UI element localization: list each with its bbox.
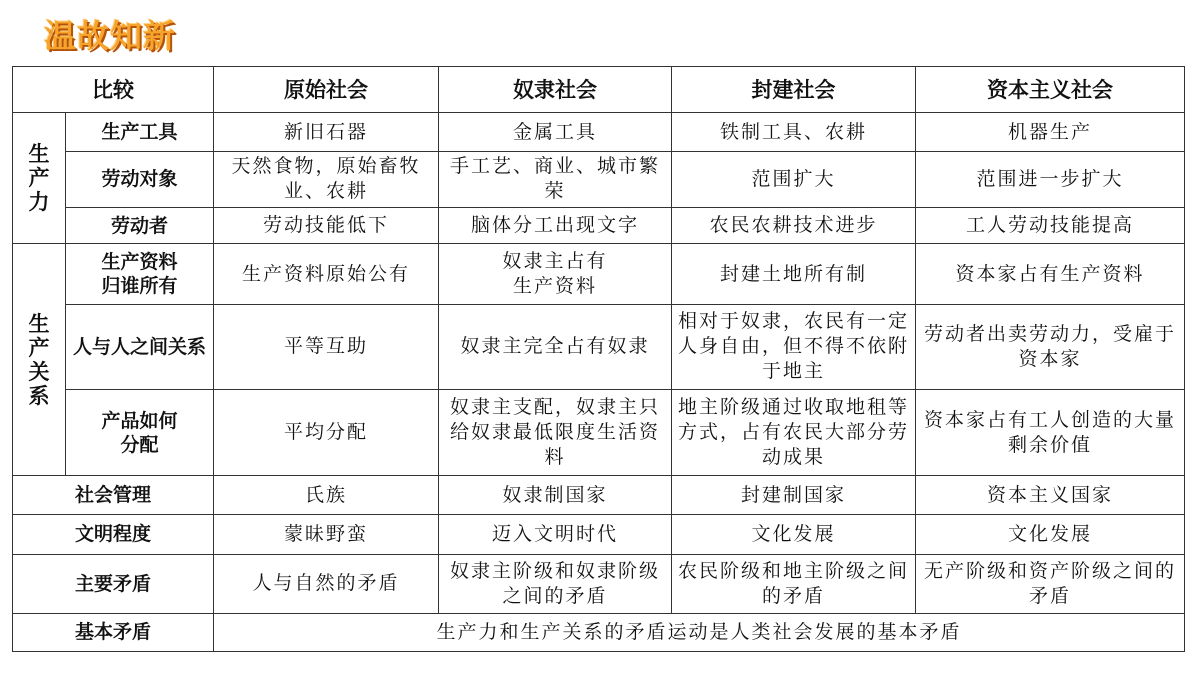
table-row — [13, 613, 1185, 651]
row-label-tools: 生产工具 — [66, 113, 214, 151]
cell-distribution-primitive: 平均分配 — [214, 389, 439, 476]
cell-tools-primitive: 新旧石器 — [214, 113, 439, 151]
cell-labor-object-primitive: 天然食物，原始畜牧业、农耕 — [214, 151, 439, 207]
cell-distribution-slave: 奴隶主支配，奴隶主只给奴隶最低限度生活资料 — [439, 389, 672, 476]
cell-labor-object-feudal: 范围扩大 — [672, 151, 916, 207]
cell-basic-contradiction: 生产力和生产关系的矛盾运动是人类社会发展的基本矛盾 — [214, 613, 1185, 651]
cell-management-slave: 奴隶制国家 — [439, 476, 672, 514]
cell-relations-feudal: 相对于奴隶，农民有一定人身自由，但不得不依附于地主 — [672, 304, 916, 389]
header-slave: 奴隶社会 — [439, 67, 672, 113]
cell-tools-feudal: 铁制工具、农耕 — [672, 113, 916, 151]
cell-main-contradiction-primitive: 人与自然的矛盾 — [214, 555, 439, 614]
table-row — [13, 113, 1185, 151]
header-feudal: 封建社会 — [672, 67, 916, 113]
header-compare: 比较 — [13, 67, 214, 113]
cell-main-contradiction-slave: 奴隶主阶级和奴隶阶级之间的矛盾 — [439, 555, 672, 614]
cell-labor-object-capitalist: 范围进一步扩大 — [916, 151, 1185, 207]
cell-relations-slave: 奴隶主完全占有奴隶 — [439, 304, 672, 389]
cell-civilization-capitalist: 文化发展 — [916, 514, 1185, 554]
cell-ownership-slave: 奴隶主占有 生产资料 — [439, 244, 672, 305]
table-row — [13, 555, 1185, 614]
table-row — [13, 304, 1185, 389]
row-label-civilization: 文明程度 — [13, 514, 214, 554]
cell-civilization-primitive: 蒙昧野蛮 — [214, 514, 439, 554]
cell-main-contradiction-feudal: 农民阶级和地主阶级之间的矛盾 — [672, 555, 916, 614]
cell-relations-primitive: 平等互助 — [214, 304, 439, 389]
group-relations-of-production: 生产关系 — [13, 244, 66, 476]
header-capitalist: 资本主义社会 — [916, 67, 1185, 113]
cell-laborer-slave: 脑体分工出现文字 — [439, 208, 672, 244]
cell-management-capitalist: 资本主义国家 — [916, 476, 1185, 514]
cell-labor-object-slave: 手工艺、商业、城市繁荣 — [439, 151, 672, 207]
table-row — [13, 151, 1185, 207]
cell-ownership-capitalist: 资本家占有生产资料 — [916, 244, 1185, 305]
cell-main-contradiction-capitalist: 无产阶级和资产阶级之间的矛盾 — [916, 555, 1185, 614]
cell-laborer-capitalist: 工人劳动技能提高 — [916, 208, 1185, 244]
table-row — [13, 389, 1185, 476]
row-label-ownership: 生产资料 归谁所有 — [66, 244, 214, 305]
group-productive-forces: 生产力 — [13, 113, 66, 244]
row-label-management: 社会管理 — [13, 476, 214, 514]
cell-civilization-slave: 迈入文明时代 — [439, 514, 672, 554]
cell-management-feudal: 封建制国家 — [672, 476, 916, 514]
cell-tools-slave: 金属工具 — [439, 113, 672, 151]
row-label-basic-contradiction: 基本矛盾 — [13, 613, 214, 651]
cell-ownership-feudal: 封建土地所有制 — [672, 244, 916, 305]
row-label-labor-object: 劳动对象 — [66, 151, 214, 207]
cell-laborer-feudal: 农民农耕技术进步 — [672, 208, 916, 244]
cell-management-primitive: 氏族 — [214, 476, 439, 514]
cell-distribution-capitalist: 资本家占有工人创造的大量剩余价值 — [916, 389, 1185, 476]
cell-distribution-feudal: 地主阶级通过收取地租等方式，占有农民大部分劳动成果 — [672, 389, 916, 476]
row-label-distribution: 产品如何 分配 — [66, 389, 214, 476]
table-header-row — [13, 67, 1185, 113]
row-label-relations: 人与人之间关系 — [66, 304, 214, 389]
table-row — [13, 514, 1185, 554]
cell-laborer-primitive: 劳动技能低下 — [214, 208, 439, 244]
comparison-table — [12, 66, 1185, 652]
table-row — [13, 244, 1185, 305]
table-row — [13, 208, 1185, 244]
row-label-main-contradiction: 主要矛盾 — [13, 555, 214, 614]
row-label-laborer: 劳动者 — [66, 208, 214, 244]
cell-tools-capitalist: 机器生产 — [916, 113, 1185, 151]
header-primitive: 原始社会 — [214, 67, 439, 113]
table-row — [13, 476, 1185, 514]
cell-civilization-feudal: 文化发展 — [672, 514, 916, 554]
cell-relations-capitalist: 劳动者出卖劳动力，受雇于资本家 — [916, 304, 1185, 389]
cell-ownership-primitive: 生产资料原始公有 — [214, 244, 439, 305]
slide-title: 温故知新 — [44, 17, 177, 55]
